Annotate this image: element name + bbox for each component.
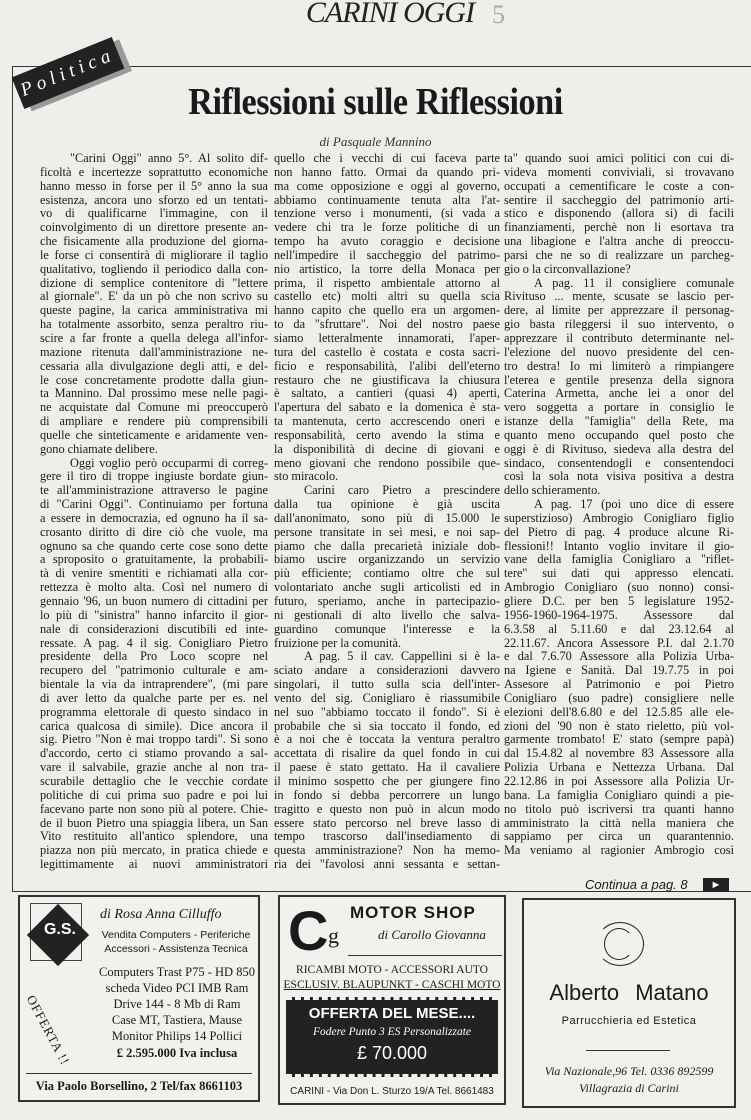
- text-line: l'elezione del nuovo presidente del cen-: [504, 345, 734, 359]
- text-line: Carini caro Pietro a prescindere: [304, 484, 500, 498]
- text-line: gio basta rileggersi il suo intervento, o: [504, 318, 734, 332]
- text-line: finanziamenti, perchè non li esortava tra: [504, 221, 734, 235]
- text-line: ma come opposizione e oggi al governo,: [274, 179, 500, 193]
- text-line: al giornale". E' da un pò che non scrivo su: [40, 290, 268, 304]
- text-line: carica qualcosa di simile). Dice ancora il: [40, 719, 268, 733]
- text-line: tempo ha avuto coraggio e decisione: [274, 235, 500, 249]
- text-line: sindaco, consentendogli e consentendoci: [504, 456, 734, 470]
- text-line: persone transitate in sei mesi, e noi sap-: [274, 525, 500, 539]
- text-line: apprezzare il contributo determinante nel-: [504, 331, 734, 345]
- text-line: scurabile dettaglio che le vecchie cordate: [40, 774, 268, 788]
- spec-line: Monitor Philips 14 Pollici: [111, 1029, 243, 1043]
- ad-address: CARINI - Via Don L. Sturzo 19/A Tel. 8661483: [290, 1086, 494, 1097]
- text-line: vedere chi tra le forze politiche di un: [274, 221, 500, 235]
- text-line: futuro, speriamo, anche in partecipazio-: [274, 595, 500, 608]
- text-line: in fondo si debba percorrere un lungo: [274, 788, 500, 802]
- text-line: Rivituso ... mente, scusate se lascio per-: [504, 290, 734, 304]
- logo-five: 5: [492, 0, 505, 29]
- text-line: vo di qualificarne l'immagine, con il: [40, 207, 268, 221]
- ad-line: ESCLUSIV. BLAUPUNKT - CASCHI MOTO: [283, 979, 501, 991]
- text-line: di aver letto da qualche parte per es. nel: [40, 691, 268, 705]
- text-line: legittimamente ai nuovi amministratori: [40, 858, 268, 872]
- text-line: videva momenti conviviali, si trovavano: [504, 165, 734, 179]
- text-line: di "Carini Oggi". Continuiamo per fortuna: [40, 498, 268, 512]
- logo-g: g: [328, 923, 339, 948]
- text-line: scire a far fronte a quella delega all'infor-: [40, 331, 268, 345]
- spec-line: Drive 144 - 8 Mb di Ram: [113, 997, 241, 1011]
- text-line: così la sola nota visiva positiva a destra: [504, 470, 734, 484]
- text-line: le cose concretamente prodotte dalla giun-: [40, 373, 268, 387]
- text-line: Ambrogio Conigliaro (suo nonno) consi-: [504, 581, 734, 595]
- text-line: non hanno fatto. Ormai da quando pri-: [274, 165, 500, 179]
- text-line: piamo che dalla precarietà iniziale dob-: [274, 539, 500, 553]
- text-line: castello etc) molti altri su quella scia: [274, 290, 500, 304]
- price: £ 2.595.000 Iva inclusa: [116, 1046, 238, 1060]
- text-line: vare il salvabile, grazie anche al non tra-: [40, 761, 268, 775]
- text-line: accettata di risalire da quel fondo in cui: [274, 747, 500, 761]
- text-line: na Igiene e Sanità. Dal 19.7.75 in poi: [504, 664, 734, 678]
- text-line: le forse ci consentirà di migliorare il taglio: [40, 248, 268, 262]
- text-line: questa amministrazione? Non ha memo-: [274, 844, 500, 858]
- text-line: una libagione e l'altra anche di preoccu-: [504, 235, 734, 249]
- text-line: nell'impedire il saccheggio del patrimo-: [274, 248, 500, 262]
- text-line: tenzione verso i monumenti, (si vada a: [274, 207, 500, 221]
- ad-line: RICAMBI MOTO - ACCESSORI AUTO: [296, 964, 488, 976]
- text-line: A pag. 17 (poi uno dice di essere: [534, 498, 734, 512]
- text-line: tura del castello è costata e costa sacri-: [274, 345, 500, 359]
- text-line: occupati a cementificare le coste a con-: [504, 179, 734, 193]
- offer-title: OFFERTA DEL MESE....: [308, 1005, 476, 1022]
- text-line: biamo uscire organizzando un servizio: [274, 553, 500, 567]
- text-line: bana. La famiglia Conigliaro quindi a pie-: [504, 788, 734, 802]
- text-line: gliere D.C. per ben 5 legislature 1952-: [504, 595, 734, 608]
- text-line: crosanto diritto di dire ciò che vuole, ma: [40, 525, 268, 539]
- text-line: probabile che si sia toccato il fondo, ed: [274, 719, 500, 733]
- text-line: stico e disponendo (allora si) di facili: [504, 207, 734, 221]
- text-line: quelle che sinteticamente e aridamente ven-: [40, 428, 268, 442]
- text-line: a essere in democrazia, ed ognuno ha il sa-: [40, 511, 268, 525]
- text-line: gere il tiro di troppe ingiuste bordate giun-: [40, 470, 268, 484]
- text-line: di ampliare e rendere più comprensibili: [40, 415, 268, 429]
- masthead-logo: CARINI OGGI: [305, 0, 475, 29]
- text-line: oggi è di Rivituso, siedeva alla destra del: [504, 442, 734, 456]
- text-line: tempo trascorso dall'insediamento di: [274, 830, 500, 844]
- text-line: l'eterea e gentile presenza della signora: [504, 373, 734, 387]
- text-line: "Carini Oggi" anno 5°. Al solito dif-: [70, 152, 268, 165]
- ad-city: Villagrazia di Carini: [579, 1081, 679, 1095]
- text-line: sig. Pietro "Non è mai troppo tardi". Si sono: [40, 733, 268, 747]
- text-line: te all'amministrazione attraverso le pagine: [40, 484, 268, 498]
- text-line: quello che i vecchi di cui faceva parte: [274, 152, 500, 165]
- text-line: siamo letteralmente innamorati, l'aper-: [274, 331, 500, 345]
- text-line: Polizia Urbana e Nettezza Urbana. Dal: [504, 761, 734, 775]
- text-line: nale di considerazioni discutibili ed inte-: [40, 622, 268, 636]
- text-line: garmente trombato! E' stato (sempre papà): [504, 733, 734, 747]
- text-line: responsabilità, certo avendo la stima e: [274, 428, 500, 442]
- text-line: vento del sig. Conigliaro è riassumibile: [274, 691, 500, 705]
- continue-link[interactable]: Continua a pag. 8: [585, 877, 688, 892]
- text-line: sto miracolo.: [274, 470, 339, 484]
- text-line: politiche di cui prima suo padre e poi lui: [40, 788, 268, 802]
- text-line: Oggi voglio però occuparmi di correg-: [70, 456, 268, 470]
- text-line: guardino comunque l'interesse e la: [274, 622, 500, 636]
- text-line: essere stato percorso nel breve lasso di: [274, 816, 500, 830]
- shop-name: MOTOR SHOP: [350, 903, 476, 922]
- text-line: ria dei "favolosi anni sessanta e settan-: [274, 858, 500, 872]
- text-line: tro destra! Io mi limiterò a rimpiangere: [504, 359, 734, 373]
- text-line: tere" sui dati qui appresso elencati.: [504, 567, 734, 581]
- text-line: è a noi che è toccata la ventura peraltro: [274, 733, 500, 747]
- text-line: tà di venire smentiti e richiamati alla cor-: [40, 567, 268, 581]
- text-line: dello schieramento.: [504, 484, 601, 498]
- text-line: ta Mannino. Dal prossimo mese nelle pagi-: [40, 387, 268, 401]
- text-line: sciato andare a considerazioni davvero: [274, 664, 500, 678]
- text-line: sentire il saccheggio del patrimonio arti-: [504, 193, 734, 207]
- offer-label: OFFERTA !!: [23, 992, 74, 1068]
- text-line: facevano parte non sono più al potere. Chie-: [40, 802, 268, 816]
- shop-subtitle: Parrucchieria ed Estetica: [561, 1015, 697, 1027]
- text-line: sappiamo per circa un quarantennio.: [504, 830, 734, 844]
- offer-box: [286, 997, 498, 1077]
- divider: [348, 955, 502, 956]
- text-line: mazione ritenuta dall'amministrazione ne-: [40, 345, 268, 359]
- swirl-logo-inner: [604, 928, 634, 960]
- text-line: qualitativo, togliendo il periodico dalla con-: [40, 262, 268, 276]
- spec-line: Computers Trast P75 - HD 850: [99, 965, 255, 979]
- text-line: volontariato anche sugli articolisti ed in: [274, 581, 500, 595]
- text-line: il paese è stato gettato. Ha il cavaliere: [274, 761, 500, 775]
- divider: [586, 1050, 670, 1051]
- text-line: d'accordo, certo ci stiamo provando a sal-: [40, 747, 268, 761]
- text-line: programma elettorale di questo sindaco in: [40, 705, 268, 719]
- text-line: superstizioso) Ambrogio Conigliaro figlio: [504, 511, 734, 525]
- text-line: Conigliaro (suo padre) consigliere nelle: [504, 691, 734, 705]
- text-line: dizione di semplice contenitore di "lettere: [40, 276, 268, 290]
- text-line: meno giovani che rendono possibile que-: [274, 456, 500, 470]
- text-line: dall'anonimato, sono più di 15.000 le: [274, 511, 500, 525]
- text-line: zioni del '90 non è stato rieletto, più vol-: [504, 719, 734, 733]
- text-line: dere, al limite per apprezzare il personag-: [504, 304, 734, 318]
- text-line: elezioni dell'8.6.80 e del 12.5.85 alle ele-: [504, 705, 734, 719]
- text-line: e dal 7.6.70 Assessore alla Polizia Urba-: [504, 650, 734, 664]
- text-line: ressate. A pag. 4 il sig. Conigliaro Pietro: [40, 636, 268, 650]
- article-title: Riflessioni sulle Riflessioni: [188, 81, 563, 123]
- text-line: lo più di "sinistra" hanno infarcito il gior-: [40, 608, 268, 622]
- text-line: recupero del "patrimonio culturale e am-: [40, 664, 268, 678]
- text-line: 22.12.86 in poi Assessore alla Polizia Ur-: [504, 774, 734, 788]
- text-line: tragitto e questo non può in alcun modo: [274, 802, 500, 816]
- text-line: fruizione per la comunità.: [274, 636, 402, 650]
- text-line: la disponibilità di decine di giovani e: [274, 442, 500, 456]
- text-line: ficoltà e incertezze soprattutto economiche: [40, 165, 268, 179]
- text-line: ta mantenuta, certo accrescendo oneri e: [274, 415, 500, 429]
- text-line: ficio e responsabilità, l'alibi dell'eterno: [274, 359, 500, 373]
- text-line: dal 15.4.82 al novembre 83 Assessore alla: [504, 747, 734, 761]
- text-line: gennaio '96, un buon numero di cittadini per: [40, 595, 268, 608]
- logo-c: C: [288, 899, 329, 962]
- text-line: 6.3.58 al 5.11.60 e dal 23.12.64 al: [504, 622, 734, 636]
- text-line: vane della famiglia Conigliaro a "riflet-: [504, 553, 734, 567]
- ad-line: Vendita Computers - Periferiche: [101, 929, 251, 941]
- text-line: prima, il rispetto ambientale attorno al: [274, 276, 500, 290]
- text-line: abbiamo continuamente tenuta alta l'at-: [274, 193, 500, 207]
- text-line: Vito restituito all'antico splendore, una: [40, 830, 268, 844]
- spec-line: scheda Video PCI IMB Ram: [105, 981, 249, 995]
- text-line: Ma veniamo al ragionier Ambrogio così: [504, 844, 734, 858]
- text-line: è saltato, a cantieri (quasi 4) aperti,: [274, 387, 500, 401]
- text-line: rettezza è molto alta. Così nel numero di: [40, 581, 268, 595]
- text-line: ognuno sa che quando certe cose sono dette: [40, 539, 268, 553]
- text-line: queste pagine, la carica amministrativa mi: [40, 304, 268, 318]
- text-line: no titolo può iscriversi tra quanti hanno: [504, 802, 734, 816]
- text-line: ta" quando suoi amici politici con cui di-: [504, 152, 734, 165]
- section-tag: Politica: [12, 37, 125, 109]
- offer-price: £ 70.000: [356, 1043, 428, 1063]
- ad-gs-computers: [18, 895, 260, 1102]
- ad-line: Accessori - Assistenza Tecnica: [104, 943, 248, 955]
- ad-address: Via Nazionale,96 Tel. 0336 892599: [544, 1064, 714, 1078]
- text-line: A pag. 5 il cav. Cappellini si è la-: [304, 650, 500, 664]
- text-line: che fisicamente alla produzione del giorna-: [40, 235, 268, 249]
- ad-owner: di Rosa Anna Cilluffo: [100, 907, 222, 922]
- article-column-3: [504, 152, 734, 858]
- gs-logo-text: G.S.: [43, 921, 76, 938]
- text-line: dalla tua opinione è già uscita: [274, 498, 500, 512]
- text-line: 22.11.67. Ancora Assessore P.I. dal 2.1.70: [504, 636, 734, 650]
- ad-owner: di Carollo Giovanna: [378, 927, 486, 942]
- text-line: piazza non più mercato, in pratica chiede e: [40, 844, 268, 858]
- article-column-1: [40, 152, 268, 872]
- text-line: il minimo sospetto che per giungere fino: [274, 774, 500, 788]
- text-line: nel suo "abbiamo toccato il fondo". Si è: [274, 705, 500, 719]
- text-line: l'apertura del sabato e la domenica è sta-: [274, 401, 500, 415]
- text-line: ni gestionali di alto livello che salva-: [274, 608, 500, 622]
- text-line: Caterina Armetta, anche lei a onor del: [504, 387, 734, 401]
- text-line: A pag. 11 il consigliere comunale: [534, 276, 734, 290]
- offer-item: Fodere Punto 3 ES Personalizzate: [313, 1026, 471, 1038]
- article-column-2: [274, 152, 500, 872]
- text-line: gono chiamate delibere.: [40, 442, 158, 456]
- text-line: hanno capito che quello era un argomen-: [274, 304, 500, 318]
- text-line: de il buon Pietro una spiaggia libera, un San: [40, 816, 268, 830]
- text-line: presidente della Pro Loco scopre nel: [40, 650, 268, 664]
- text-line: ne acquistate dal Comune mi preoccuperò: [40, 401, 268, 415]
- text-line: Assesore al Patrimonio e poi Pietro: [504, 678, 734, 692]
- text-line: to da "sfruttare". Noi del nostro paese: [274, 318, 500, 332]
- arrow-right-icon: ►: [703, 878, 729, 892]
- text-line: gio o la circonvallazione?: [504, 262, 631, 276]
- text-line: esistenza, ancora uno sforzo ed un tentati-: [40, 193, 268, 207]
- ad-alberto-matano: [522, 898, 736, 1108]
- text-line: hanno messo in forse per il 5° anno la sua: [40, 179, 268, 193]
- text-line: restauro che ne giustificava la chiusura: [274, 373, 500, 387]
- text-line: nio artistico, la torre della Monaca per: [274, 262, 500, 276]
- ad-address: Via Paolo Borsellino, 2 Tel/fax 8661103: [26, 1073, 252, 1100]
- text-line: vero soggetta a portare in consiglio le: [504, 401, 734, 415]
- shop-name: Alberto Matano: [549, 980, 709, 1005]
- text-line: cessaria alla divulgazione degli atti, e del-: [40, 359, 268, 373]
- text-line: coinvolgimento di un direttore presente an-: [40, 221, 268, 235]
- text-line: ha totalmente assorbito, senza peraltro riu-: [40, 318, 268, 332]
- text-line: quanto meno occupando quel posto che: [504, 428, 734, 442]
- text-line: istanze della "famiglia" della Rete, ma: [504, 415, 734, 429]
- text-line: bientale la via da intraprendere", (mi pare: [40, 678, 268, 692]
- ad-motor-shop: [278, 895, 506, 1105]
- text-line: singolari, il tutto sulla scia dell'inter-: [274, 678, 500, 692]
- text-line: più efficiente; contiamo oltre che sul: [274, 567, 500, 581]
- article-byline: di Pasquale Mannino: [319, 134, 432, 149]
- text-line: 1956-1960-1964-1975. Assessore dal: [504, 608, 734, 622]
- cg-logo: [288, 899, 344, 962]
- text-line: parsi che ne so di realizzare un parcheg-: [504, 248, 734, 262]
- text-line: del Pietro di pag. 4 produce alcune Ri-: [504, 525, 734, 539]
- text-line: amministrato la città nella maniera che: [504, 816, 734, 830]
- spec-line: Case MT, Tastiera, Mause: [111, 1013, 243, 1027]
- text-line: flessioni!! Intanto voglio invitare il gio-: [504, 539, 734, 553]
- text-line: a sproposito o gratuitamente, la probabili-: [40, 553, 268, 567]
